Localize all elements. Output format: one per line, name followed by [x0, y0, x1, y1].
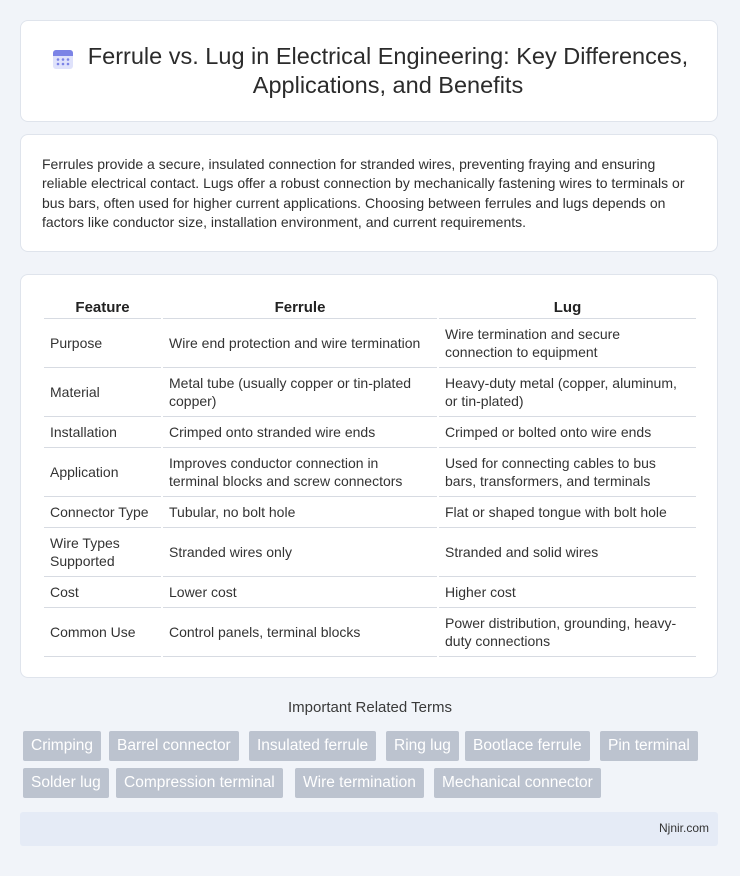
cell-ferrule: Improves conductor connection in terminal blocks and screw connectors — [163, 448, 437, 497]
cell-lug: Heavy-duty metal (copper, aluminum, or tin-plated) — [439, 368, 696, 417]
cell-lug: Stranded and solid wires — [439, 528, 696, 577]
footer-brand[interactable]: Njnir.com — [658, 821, 709, 835]
intro-card — [20, 134, 718, 252]
cell-ferrule: Control panels, terminal blocks — [163, 608, 437, 657]
table-row — [44, 528, 696, 577]
cell-ferrule: Tubular, no bolt hole — [163, 497, 437, 528]
table-row — [44, 448, 696, 497]
tag-insulated-ferrule[interactable]: Insulated ferrule — [249, 731, 376, 761]
cell-ferrule: Lower cost — [163, 577, 437, 608]
page-title: Ferrule vs. Lug in Electrical Engineering: Key Differences, Applications, and Benefits — [87, 43, 689, 98]
cell-lug: Power distribution, grounding, heavy-duty connections — [439, 608, 696, 657]
tag-wire-termination[interactable]: Wire termination — [295, 768, 424, 798]
cell-feature: Material — [44, 368, 161, 417]
table-row — [44, 368, 696, 417]
header-ferrule: Ferrule — [163, 295, 437, 319]
header-lug: Lug — [439, 295, 696, 319]
tag-ring-lug[interactable]: Ring lug — [386, 731, 459, 761]
tag-solder-lug[interactable]: Solder lug — [23, 768, 109, 798]
tag-barrel-connector[interactable]: Barrel connector — [109, 731, 239, 761]
cell-feature: Connector Type — [44, 497, 161, 528]
tag-pin-terminal[interactable]: Pin terminal — [600, 731, 698, 761]
comparison-table-card — [20, 274, 718, 678]
cell-ferrule: Stranded wires only — [163, 528, 437, 577]
related-terms-title: Important Related Terms — [288, 699, 452, 716]
cell-feature: Purpose — [44, 319, 161, 368]
tag-mechanical-connector[interactable]: Mechanical connector — [434, 768, 601, 798]
cell-lug: Higher cost — [439, 577, 696, 608]
cell-lug: Used for connecting cables to bus bars, transformers, and terminals — [439, 448, 696, 497]
cell-feature: Cost — [44, 577, 161, 608]
cell-feature: Installation — [44, 417, 161, 448]
cell-feature: Wire Types Supported — [44, 528, 161, 577]
cell-lug: Wire termination and secure connection to equipment — [439, 319, 696, 368]
tag-crimping[interactable]: Crimping — [23, 731, 101, 761]
table-header-row — [44, 295, 696, 319]
cell-lug: Crimped or bolted onto wire ends — [439, 417, 696, 448]
header-feature: Feature — [44, 295, 161, 319]
table-row — [44, 319, 696, 368]
table-row — [44, 608, 696, 657]
table-row — [44, 497, 696, 528]
cell-ferrule: Metal tube (usually copper or tin-plated copper) — [163, 368, 437, 417]
cell-lug: Flat or shaped tongue with bolt hole — [439, 497, 696, 528]
cell-feature: Common Use — [44, 608, 161, 657]
intro-paragraph: Ferrules provide a secure, insulated connection for stranded wires, preventing fraying and ensuring reliable electrical contact. Lugs offer a robust connection by mechanically fastening wires to terminals or bus bars, often used for higher current applications. Choosing between ferrules and lugs depends on factors like conductor size, installation environment, and current requirements. — [42, 156, 685, 230]
cell-ferrule: Wire end protection and wire termination — [163, 319, 437, 368]
comparison-table — [42, 295, 698, 657]
table-row — [44, 417, 696, 448]
table-row — [44, 577, 696, 608]
footer — [20, 812, 718, 846]
tag-bootlace-ferrule[interactable]: Bootlace ferrule — [465, 731, 590, 761]
tag-compression-terminal[interactable]: Compression terminal — [116, 768, 283, 798]
cell-ferrule: Crimped onto stranded wire ends — [163, 417, 437, 448]
title-card — [20, 20, 718, 122]
cell-feature: Application — [44, 448, 161, 497]
